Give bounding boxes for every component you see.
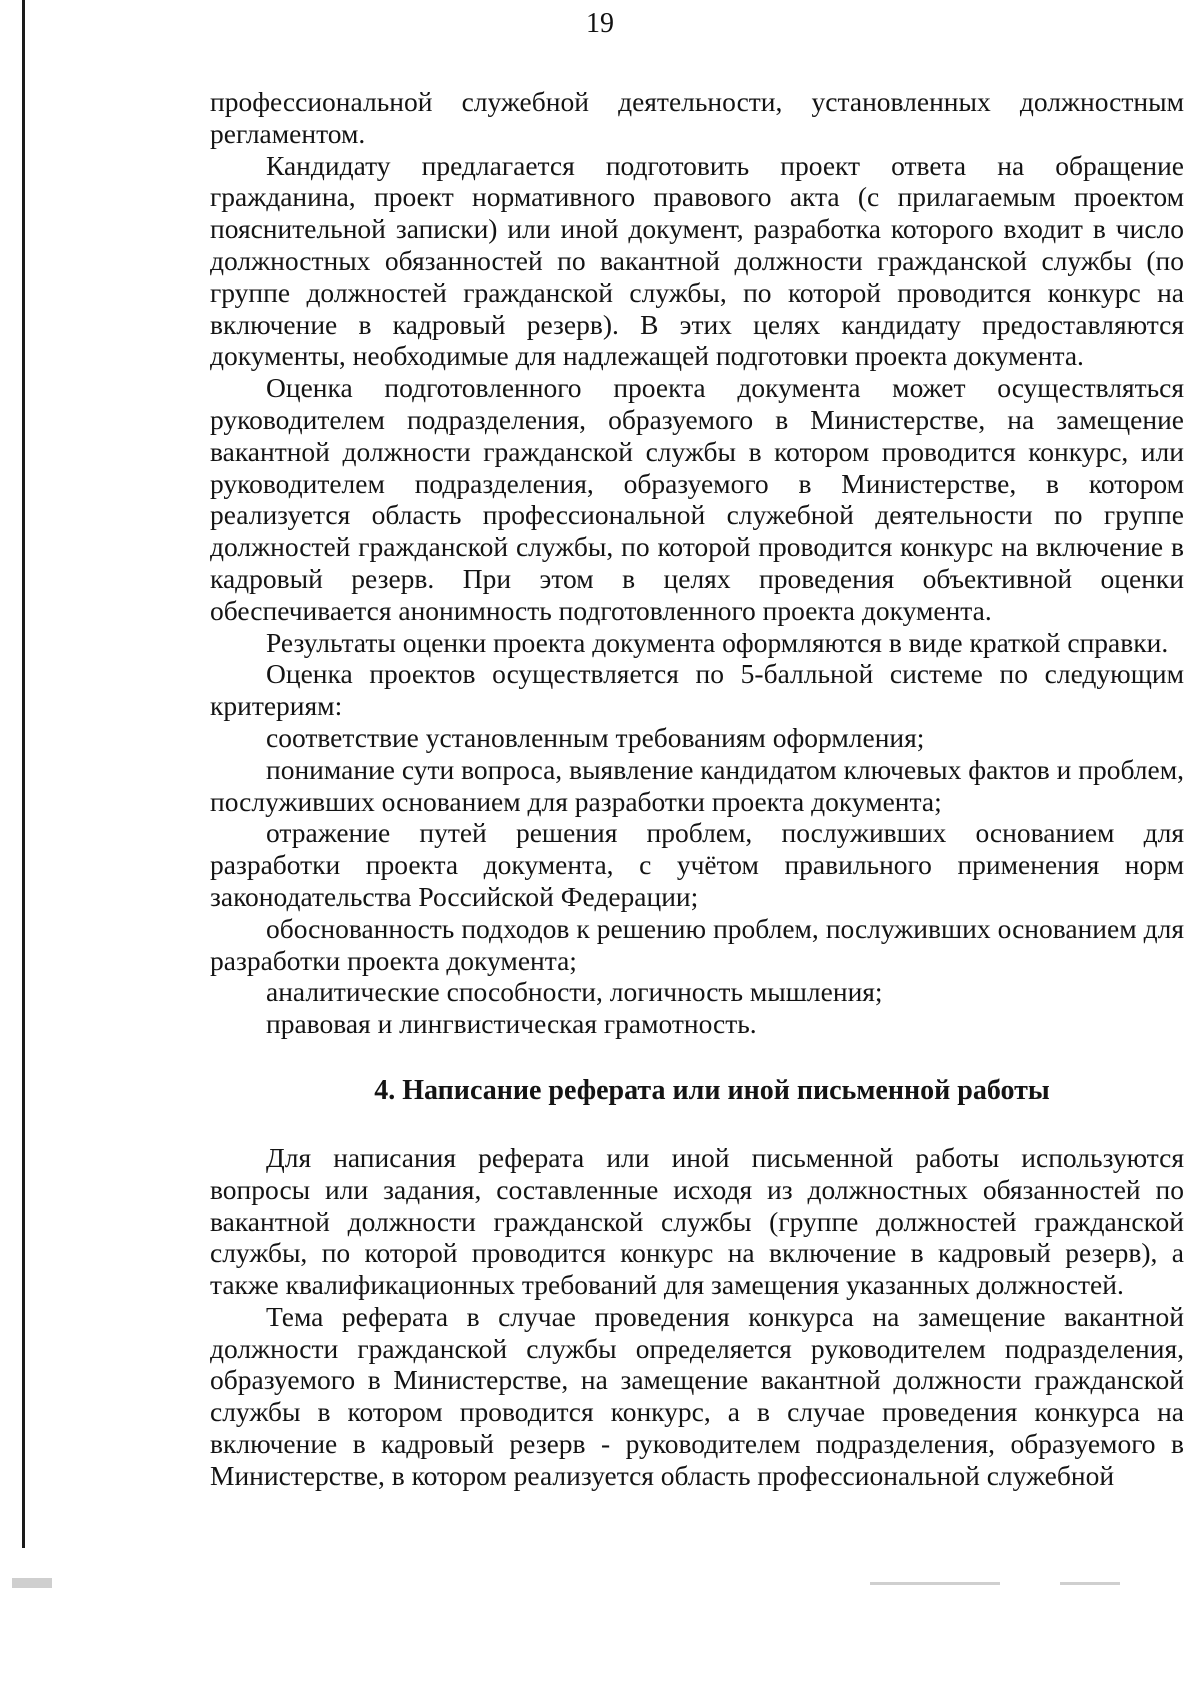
scan-left-edge (22, 0, 25, 1548)
criterion-item: обоснованность подходов к решению проблем, послуживших основанием для разработки проекта документа; (210, 912, 1184, 976)
paragraph-evaluation: Оценка подготовленного проекта документа может осуществляться руководителем подразделения, образуемого в Министерстве, на замещение вакантной должности гражданской службы в котором проводится конкурс, или руководителем подразделения, образуемого в Министерстве, в котором реализуется область профессиональной служебной деятельности по группе должностей гражданской службы, по которой проводится конкурс на включение в кадровый резерв. При этом в целях проведения объективной оценки обеспечивается анонимность подготовленного проекта документа. (210, 372, 1184, 626)
criterion-item: соответствие установленным требованиям оформления; (266, 721, 925, 753)
page-number: 19 (586, 8, 614, 39)
criterion-item: понимание сути вопроса, выявление кандидатом ключевых фактов и проблем, послуживших основанием для разработки проекта документа; (210, 753, 1184, 817)
paragraph-candidate-task: Кандидату предлагается подготовить проект ответа на обращение гражданина, проект нормативного правового акта (с прилагаемым проектом пояснительной записки) или иной документ, разработка которого входит в число должностных обязанностей по вакантной должности гражданской службы (по группе должностей гражданской службы, по которой проводится конкурс на включение в кадровый резерв). В этих целях кандидату предоставляются документы, необходимые для надлежащей подготовки проекта документа. (210, 149, 1184, 372)
paragraph-results: Результаты оценки проекта документа оформляются в виде краткой справки. (266, 626, 1169, 658)
document-body (210, 86, 1184, 1492)
paragraph-essay-topic: Тема реферата в случае проведения конкурса на замещение вакантной должности гражданской службы определяется руководителем подразделения, образуемого в Министерстве, на замещение вакантной должности гражданской службы в котором проводится конкурс, а в случае проведения конкурса на включение в кадровый резерв - руководителем подразделения, образуемого в Министерстве, в котором реализуется область профессиональной служебной (210, 1300, 1184, 1491)
paragraph-essay-questions: Для написания реферата или иной письменной работы используются вопросы или задания, составленные исходя из должностных обязанностей по вакантной должности гражданской службы (группе должностей гражданской службы, по которой проводится конкурс на включение в кадровый резерв), а также квалификационных требований для замещения указанных должностей. (210, 1141, 1184, 1301)
criterion-item: отражение путей решения проблем, послуживших основанием для разработки проекта документа, с учётом правильного применения норм законодательства Российской Федерации; (210, 817, 1184, 912)
paragraph-continuation: профессиональной служебной деятельности, установленных должностным регламентом. (210, 86, 1184, 149)
criterion-item: аналитические способности, логичность мышления; (266, 976, 883, 1008)
scan-noise (0, 1578, 1200, 1590)
criterion-item: правовая и лингвистическая грамотность. (266, 1008, 757, 1040)
section-heading: 4. Написание реферата или иной письменной работы (374, 1074, 1050, 1106)
paragraph-criteria-intro: Оценка проектов осуществляется по 5-балльной системе по следующим критериям: (210, 658, 1184, 722)
